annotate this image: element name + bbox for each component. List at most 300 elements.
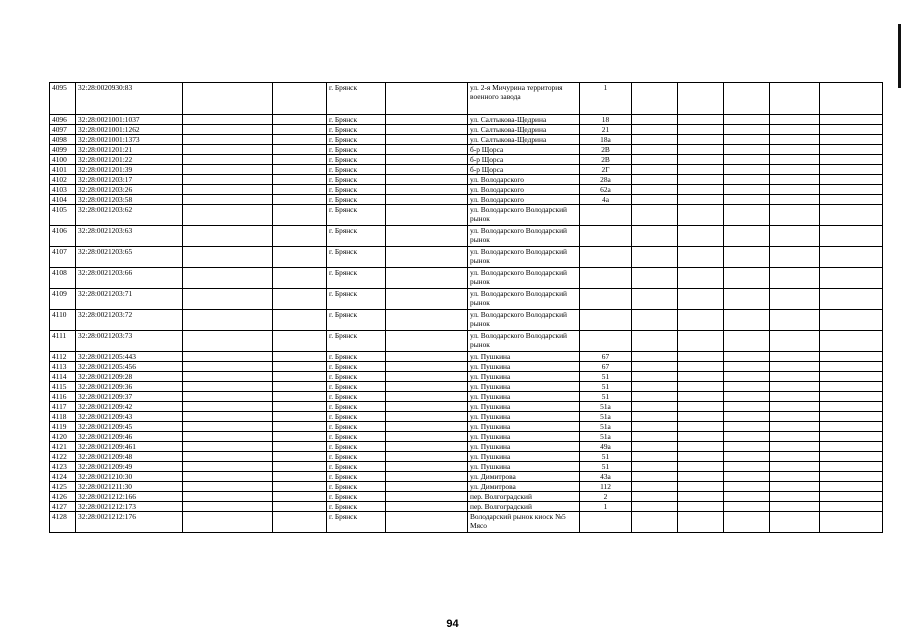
empty-cell xyxy=(632,195,678,205)
empty-cell xyxy=(273,125,327,135)
row-number-cell: 4095 xyxy=(50,83,76,115)
empty-cell xyxy=(632,442,678,452)
empty-cell xyxy=(678,352,724,362)
city-cell: г. Брянск xyxy=(327,452,386,462)
city-cell: г. Брянск xyxy=(327,185,386,195)
house-number-cell: 2В xyxy=(580,155,632,165)
cadastral-number-cell: 32:28:0021209:43 xyxy=(76,412,183,422)
empty-cell xyxy=(183,289,273,310)
empty-cell xyxy=(724,462,770,472)
empty-cell xyxy=(632,115,678,125)
empty-cell xyxy=(632,502,678,512)
city-cell: г. Брянск xyxy=(327,472,386,482)
city-cell: г. Брянск xyxy=(327,331,386,352)
row-number-cell: 4113 xyxy=(50,362,76,372)
street-cell: ул. Володарского xyxy=(468,185,580,195)
cadastral-number-cell: 32:28:0021001:1037 xyxy=(76,115,183,125)
row-number-cell: 4122 xyxy=(50,452,76,462)
empty-cell xyxy=(273,382,327,392)
table-row xyxy=(50,135,883,145)
empty-cell xyxy=(678,135,724,145)
cadastral-number-cell: 32:28:0021203:71 xyxy=(76,289,183,310)
row-number-cell: 4102 xyxy=(50,175,76,185)
empty-cell xyxy=(632,432,678,442)
empty-cell xyxy=(273,422,327,432)
empty-cell xyxy=(724,382,770,392)
empty-cell xyxy=(770,155,820,165)
street-cell: ул. Володарского xyxy=(468,195,580,205)
empty-cell xyxy=(273,472,327,482)
city-cell: г. Брянск xyxy=(327,268,386,289)
empty-cell xyxy=(820,226,883,247)
empty-cell xyxy=(632,268,678,289)
empty-cell xyxy=(770,352,820,362)
row-number-cell: 4108 xyxy=(50,268,76,289)
city-cell: г. Брянск xyxy=(327,226,386,247)
empty-cell xyxy=(820,472,883,482)
row-number-cell: 4111 xyxy=(50,331,76,352)
empty-cell xyxy=(724,289,770,310)
city-cell: г. Брянск xyxy=(327,205,386,226)
row-number-cell: 4097 xyxy=(50,125,76,135)
empty-cell xyxy=(386,83,468,115)
table-row xyxy=(50,472,883,482)
house-number-cell: 51 xyxy=(580,382,632,392)
empty-cell xyxy=(632,226,678,247)
empty-cell xyxy=(183,185,273,195)
city-cell: г. Брянск xyxy=(327,412,386,422)
empty-cell xyxy=(183,372,273,382)
empty-cell xyxy=(724,205,770,226)
street-cell: б-р Щорса xyxy=(468,145,580,155)
table-row xyxy=(50,422,883,432)
street-cell: ул. Володарского Володарский рынок xyxy=(468,205,580,226)
empty-cell xyxy=(183,362,273,372)
cadastral-number-cell: 32:28:0021203:73 xyxy=(76,331,183,352)
house-number-cell: 4а xyxy=(580,195,632,205)
city-cell: г. Брянск xyxy=(327,155,386,165)
empty-cell xyxy=(273,195,327,205)
street-cell: ул. Володарского Володарский рынок xyxy=(468,226,580,247)
table-row xyxy=(50,402,883,412)
empty-cell xyxy=(386,165,468,175)
empty-cell xyxy=(273,268,327,289)
cadastral-number-cell: 32:28:0021209:461 xyxy=(76,442,183,452)
empty-cell xyxy=(183,310,273,331)
empty-cell xyxy=(183,155,273,165)
empty-cell xyxy=(770,502,820,512)
empty-cell xyxy=(820,165,883,175)
page-number: 94 xyxy=(446,618,459,630)
empty-cell xyxy=(770,482,820,492)
empty-cell xyxy=(183,226,273,247)
empty-cell xyxy=(183,482,273,492)
empty-cell xyxy=(770,83,820,115)
row-number-cell: 4096 xyxy=(50,115,76,125)
empty-cell xyxy=(273,462,327,472)
empty-cell xyxy=(273,115,327,125)
street-cell: ул. Пушкина xyxy=(468,462,580,472)
table-row xyxy=(50,115,883,125)
empty-cell xyxy=(386,331,468,352)
row-number-cell: 4099 xyxy=(50,145,76,155)
empty-cell xyxy=(678,402,724,412)
empty-cell xyxy=(678,185,724,195)
empty-cell xyxy=(386,155,468,165)
empty-cell xyxy=(386,382,468,392)
cadastral-number-cell: 32:28:0021205:456 xyxy=(76,362,183,372)
table-row xyxy=(50,310,883,331)
city-cell: г. Брянск xyxy=(327,175,386,185)
empty-cell xyxy=(273,362,327,372)
city-cell: г. Брянск xyxy=(327,135,386,145)
table-row xyxy=(50,382,883,392)
row-number-cell: 4125 xyxy=(50,482,76,492)
house-number-cell: 49а xyxy=(580,442,632,452)
house-number-cell xyxy=(580,331,632,352)
city-cell: г. Брянск xyxy=(327,422,386,432)
empty-cell xyxy=(770,362,820,372)
street-cell: ул. Пушкина xyxy=(468,402,580,412)
empty-cell xyxy=(183,392,273,402)
city-cell: г. Брянск xyxy=(327,195,386,205)
empty-cell xyxy=(183,432,273,442)
cadastral-number-cell: 32:28:0021209:49 xyxy=(76,462,183,472)
table-row xyxy=(50,226,883,247)
empty-cell xyxy=(678,310,724,331)
empty-cell xyxy=(632,372,678,382)
house-number-cell: 1 xyxy=(580,502,632,512)
empty-cell xyxy=(724,247,770,268)
empty-cell xyxy=(273,492,327,502)
street-cell: Володарский рынок киоск №5 Мясо xyxy=(468,512,580,533)
empty-cell xyxy=(724,268,770,289)
street-cell: ул. Пушкина xyxy=(468,412,580,422)
house-number-cell: 51 xyxy=(580,392,632,402)
empty-cell xyxy=(273,83,327,115)
empty-cell xyxy=(386,482,468,492)
empty-cell xyxy=(770,432,820,442)
empty-cell xyxy=(724,352,770,362)
house-number-cell xyxy=(580,247,632,268)
table-row xyxy=(50,452,883,462)
street-cell: пер. Волгоградский xyxy=(468,492,580,502)
empty-cell xyxy=(770,382,820,392)
empty-cell xyxy=(724,226,770,247)
empty-cell xyxy=(183,462,273,472)
empty-cell xyxy=(183,402,273,412)
empty-cell xyxy=(183,352,273,362)
city-cell: г. Брянск xyxy=(327,462,386,472)
empty-cell xyxy=(820,482,883,492)
cadastral-number-cell: 32:28:0021210:30 xyxy=(76,472,183,482)
city-cell: г. Брянск xyxy=(327,482,386,492)
cadastral-number-cell: 32:28:0021211:30 xyxy=(76,482,183,492)
empty-cell xyxy=(273,502,327,512)
house-number-cell: 2В xyxy=(580,145,632,155)
table-row xyxy=(50,442,883,452)
empty-cell xyxy=(632,392,678,402)
empty-cell xyxy=(386,115,468,125)
city-cell: г. Брянск xyxy=(327,125,386,135)
empty-cell xyxy=(386,462,468,472)
empty-cell xyxy=(273,412,327,422)
empty-cell xyxy=(770,412,820,422)
table-row xyxy=(50,512,883,533)
empty-cell xyxy=(678,492,724,502)
empty-cell xyxy=(183,115,273,125)
empty-cell xyxy=(724,115,770,125)
house-number-cell: 43а xyxy=(580,472,632,482)
cadastral-number-cell: 32:28:0021212:176 xyxy=(76,512,183,533)
empty-cell xyxy=(820,145,883,155)
empty-cell xyxy=(183,452,273,462)
table-row xyxy=(50,462,883,472)
street-cell: ул. Пушкина xyxy=(468,382,580,392)
empty-cell xyxy=(632,382,678,392)
empty-cell xyxy=(386,145,468,155)
empty-cell xyxy=(632,165,678,175)
empty-cell xyxy=(273,135,327,145)
empty-cell xyxy=(820,402,883,412)
empty-cell xyxy=(632,205,678,226)
empty-cell xyxy=(183,412,273,422)
house-number-cell: 51 xyxy=(580,372,632,382)
empty-cell xyxy=(820,195,883,205)
empty-cell xyxy=(386,492,468,502)
empty-cell xyxy=(632,145,678,155)
cadastral-number-cell: 32:28:0021001:1262 xyxy=(76,125,183,135)
cadastral-number-cell: 32:28:0020930:83 xyxy=(76,83,183,115)
cadastral-number-cell: 32:28:0021203:17 xyxy=(76,175,183,185)
empty-cell xyxy=(632,512,678,533)
empty-cell xyxy=(183,502,273,512)
city-cell: г. Брянск xyxy=(327,432,386,442)
empty-cell xyxy=(770,452,820,462)
table-row xyxy=(50,165,883,175)
house-number-cell: 51а xyxy=(580,422,632,432)
house-number-cell: 51 xyxy=(580,462,632,472)
house-number-cell: 51 xyxy=(580,452,632,462)
cadastral-number-cell: 32:28:0021205:443 xyxy=(76,352,183,362)
house-number-cell: 62а xyxy=(580,185,632,195)
empty-cell xyxy=(724,155,770,165)
street-cell: ул. Пушкина xyxy=(468,362,580,372)
house-number-cell: 51а xyxy=(580,432,632,442)
empty-cell xyxy=(820,175,883,185)
empty-cell xyxy=(770,331,820,352)
empty-cell xyxy=(183,247,273,268)
empty-cell xyxy=(678,502,724,512)
empty-cell xyxy=(678,331,724,352)
empty-cell xyxy=(724,422,770,432)
empty-cell xyxy=(770,185,820,195)
empty-cell xyxy=(820,502,883,512)
table-row xyxy=(50,289,883,310)
house-number-cell xyxy=(580,512,632,533)
empty-cell xyxy=(386,452,468,462)
empty-cell xyxy=(183,512,273,533)
city-cell: г. Брянск xyxy=(327,392,386,402)
empty-cell xyxy=(724,432,770,442)
house-number-cell: 1 xyxy=(580,83,632,115)
empty-cell xyxy=(273,205,327,226)
street-cell: ул. Пушкина xyxy=(468,372,580,382)
empty-cell xyxy=(770,165,820,175)
empty-cell xyxy=(678,412,724,422)
table-row xyxy=(50,482,883,492)
empty-cell xyxy=(183,125,273,135)
street-cell: ул. Володарского xyxy=(468,175,580,185)
empty-cell xyxy=(386,310,468,331)
empty-cell xyxy=(273,432,327,442)
empty-cell xyxy=(183,195,273,205)
house-number-cell: 18а xyxy=(580,135,632,145)
city-cell: г. Брянск xyxy=(327,372,386,382)
empty-cell xyxy=(678,482,724,492)
city-cell: г. Брянск xyxy=(327,362,386,372)
empty-cell xyxy=(273,310,327,331)
row-number-cell: 4126 xyxy=(50,492,76,502)
empty-cell xyxy=(820,512,883,533)
table-row xyxy=(50,145,883,155)
table-row xyxy=(50,83,883,115)
table-row xyxy=(50,195,883,205)
cadastral-number-cell: 32:28:0021201:21 xyxy=(76,145,183,155)
empty-cell xyxy=(770,310,820,331)
empty-cell xyxy=(632,362,678,372)
city-cell: г. Брянск xyxy=(327,382,386,392)
cadastral-number-cell: 32:28:0021209:42 xyxy=(76,402,183,412)
empty-cell xyxy=(820,422,883,432)
house-number-cell: 67 xyxy=(580,362,632,372)
table-row xyxy=(50,352,883,362)
empty-cell xyxy=(183,83,273,115)
empty-cell xyxy=(820,412,883,422)
empty-cell xyxy=(820,432,883,442)
table-row xyxy=(50,412,883,422)
empty-cell xyxy=(820,135,883,145)
city-cell: г. Брянск xyxy=(327,310,386,331)
house-number-cell xyxy=(580,310,632,331)
empty-cell xyxy=(632,289,678,310)
empty-cell xyxy=(724,482,770,492)
empty-cell xyxy=(386,502,468,512)
street-cell: ул. Пушкина xyxy=(468,432,580,442)
empty-cell xyxy=(632,462,678,472)
empty-cell xyxy=(770,247,820,268)
cadastral-number-cell: 32:28:0021203:65 xyxy=(76,247,183,268)
empty-cell xyxy=(273,372,327,382)
cadastral-number-cell: 32:28:0021203:58 xyxy=(76,195,183,205)
empty-cell xyxy=(678,392,724,402)
empty-cell xyxy=(632,247,678,268)
empty-cell xyxy=(183,422,273,432)
empty-cell xyxy=(724,165,770,175)
table-row xyxy=(50,392,883,402)
empty-cell xyxy=(386,442,468,452)
empty-cell xyxy=(183,492,273,502)
empty-cell xyxy=(770,472,820,482)
house-number-cell xyxy=(580,268,632,289)
empty-cell xyxy=(678,452,724,462)
empty-cell xyxy=(386,412,468,422)
empty-cell xyxy=(183,472,273,482)
empty-cell xyxy=(273,247,327,268)
empty-cell xyxy=(183,268,273,289)
street-cell: ул. Володарского Володарский рынок xyxy=(468,247,580,268)
cadastral-number-cell: 32:28:0021203:26 xyxy=(76,185,183,195)
empty-cell xyxy=(386,372,468,382)
street-cell: ул. Пушкина xyxy=(468,392,580,402)
empty-cell xyxy=(386,392,468,402)
empty-cell xyxy=(678,195,724,205)
empty-cell xyxy=(678,175,724,185)
empty-cell xyxy=(770,442,820,452)
street-cell: б-р Щорса xyxy=(468,155,580,165)
empty-cell xyxy=(632,125,678,135)
empty-cell xyxy=(724,331,770,352)
empty-cell xyxy=(632,452,678,462)
empty-cell xyxy=(820,462,883,472)
city-cell: г. Брянск xyxy=(327,247,386,268)
cadastral-number-cell: 32:28:0021203:62 xyxy=(76,205,183,226)
empty-cell xyxy=(678,268,724,289)
empty-cell xyxy=(183,442,273,452)
city-cell: г. Брянск xyxy=(327,502,386,512)
empty-cell xyxy=(678,83,724,115)
empty-cell xyxy=(820,362,883,372)
table-row xyxy=(50,432,883,442)
house-number-cell: 112 xyxy=(580,482,632,492)
empty-cell xyxy=(678,125,724,135)
empty-cell xyxy=(724,372,770,382)
table-row xyxy=(50,175,883,185)
empty-cell xyxy=(386,472,468,482)
cadastral-number-cell: 32:28:0021203:66 xyxy=(76,268,183,289)
empty-cell xyxy=(724,310,770,331)
cadastral-number-cell: 32:28:0021201:22 xyxy=(76,155,183,165)
city-cell: г. Брянск xyxy=(327,289,386,310)
table-row xyxy=(50,155,883,165)
table-row xyxy=(50,362,883,372)
empty-cell xyxy=(678,462,724,472)
empty-cell xyxy=(386,512,468,533)
row-number-cell: 4106 xyxy=(50,226,76,247)
empty-cell xyxy=(678,382,724,392)
street-cell: ул. Салтыкова-Щедрина xyxy=(468,115,580,125)
empty-cell xyxy=(724,145,770,155)
empty-cell xyxy=(820,442,883,452)
empty-cell xyxy=(632,310,678,331)
row-number-cell: 4115 xyxy=(50,382,76,392)
empty-cell xyxy=(724,392,770,402)
street-cell: ул. Димитрова xyxy=(468,472,580,482)
empty-cell xyxy=(770,145,820,155)
row-number-cell: 4109 xyxy=(50,289,76,310)
empty-cell xyxy=(820,289,883,310)
empty-cell xyxy=(632,331,678,352)
empty-cell xyxy=(724,83,770,115)
empty-cell xyxy=(386,135,468,145)
empty-cell xyxy=(770,195,820,205)
empty-cell xyxy=(273,402,327,412)
empty-cell xyxy=(678,247,724,268)
empty-cell xyxy=(386,352,468,362)
empty-cell xyxy=(770,205,820,226)
table-row xyxy=(50,125,883,135)
empty-cell xyxy=(386,247,468,268)
